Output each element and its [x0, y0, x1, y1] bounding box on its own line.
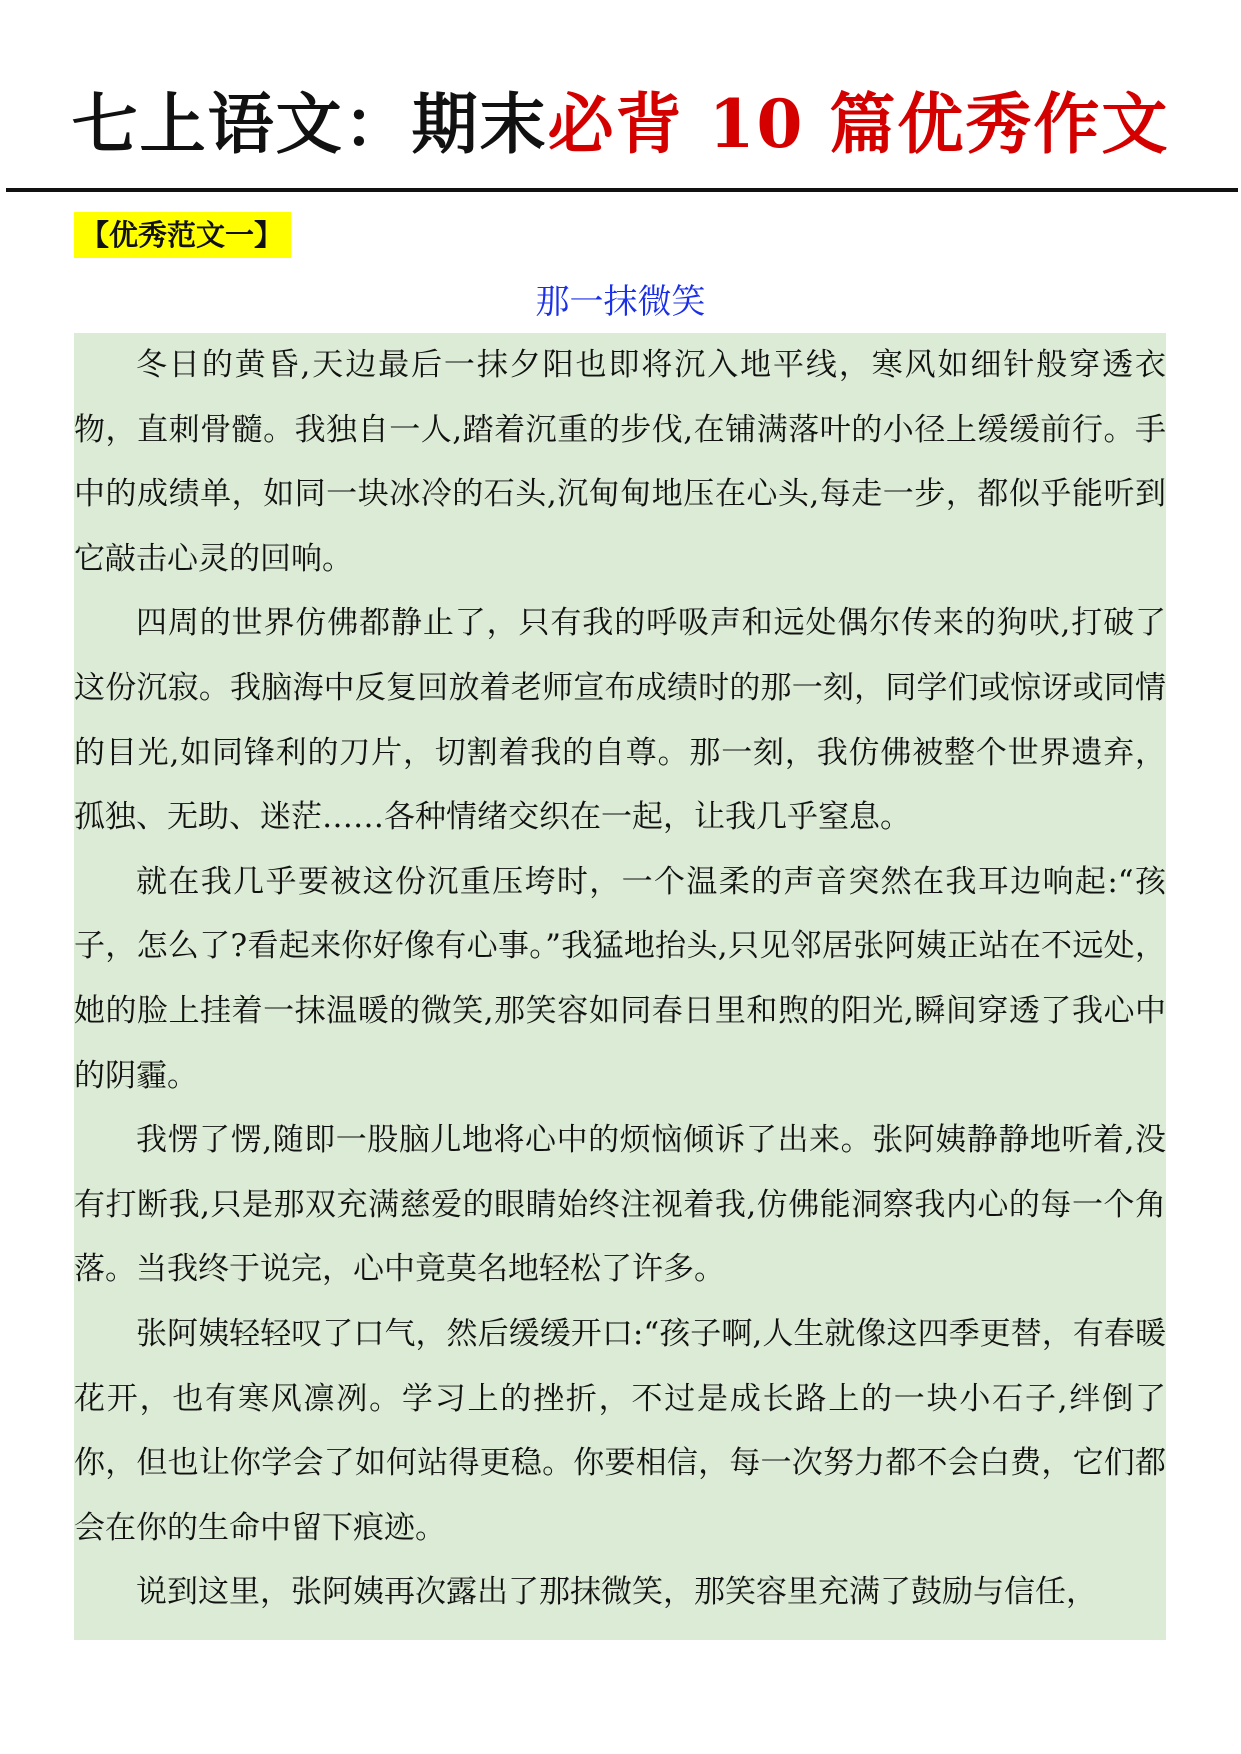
essay-body-box — [74, 333, 1166, 1640]
essay-paragraph: 冬日的黄昏,天边最后一抹夕阳也即将沉入地平线，寒风如细针般穿透衣物，直刺骨髓。我独自一人,踏着沉重的步伐,在铺满落叶的小径上缓缓前行。手中的成绩单，如同一块冰冷的石头,沉甸甸地压在心头,每走一步，都似乎能听到它敲击心灵的回响。 — [74, 347, 1166, 577]
essay-paragraph: 我愣了愣,随即一股脑儿地将心中的烦恼倾诉了出来。张阿姨静静地听着,没有打断我,只是那双充满慈爱的眼睛始终注视着我,仿佛能洞察我内心的每一个角落。当我终于说完，心中竟莫名地轻松了许多。 — [74, 1122, 1166, 1288]
page-title — [0, 76, 1241, 172]
page-title-black-part: 七上语文：期末 — [71, 85, 548, 163]
essay-paragraph: 说到这里，张阿姨再次露出了那抹微笑，那笑容里充满了鼓励与信任， — [136, 1574, 1097, 1611]
essay-paragraph: 就在我几乎要被这份沉重压垮时，一个温柔的声音突然在我耳边响起:“孩子，怎么了?看起来你好像有心事。”我猛地抬头,只见邻居张阿姨正站在不远处，她的脸上挂着一抹温暖的微笑,那笑容如同春日里和煦的阳光,瞬间穿透了我心中的阴霾。 — [74, 863, 1166, 1094]
title-divider — [6, 188, 1238, 192]
essay-paragraph: 张阿姨轻轻叹了口气，然后缓缓开口:“孩子啊,人生就像这四季更替，有春暖花开，也有寒风凛冽。学习上的挫折，不过是成长路上的一块小石子,绊倒了你，但也让你学会了如何站得更稳。你要相信，每一次努力都不会白费，它们都会在你的生命中留下痕迹。 — [74, 1315, 1166, 1546]
essay-paragraph: 四周的世界仿佛都静止了，只有我的呼吸声和远处偶尔传来的狗吠,打破了这份沉寂。我脑海中反复回放着老师宣布成绩时的那一刻，同学们或惊讶或同情的目光,如同锋利的刀片，切割着我的自尊。那一刻，我仿佛被整个世界遗弃，孤独、无助、迷茫……各种情绪交织在一起，让我几乎窒息。 — [74, 605, 1166, 836]
essay-title: 那一抹微笑 — [535, 282, 706, 322]
page-title-red-part: 必背 10 篇优秀作文 — [547, 85, 1170, 163]
section-label: 【优秀范文一】 — [74, 212, 291, 258]
essay-body — [74, 333, 1166, 1625]
